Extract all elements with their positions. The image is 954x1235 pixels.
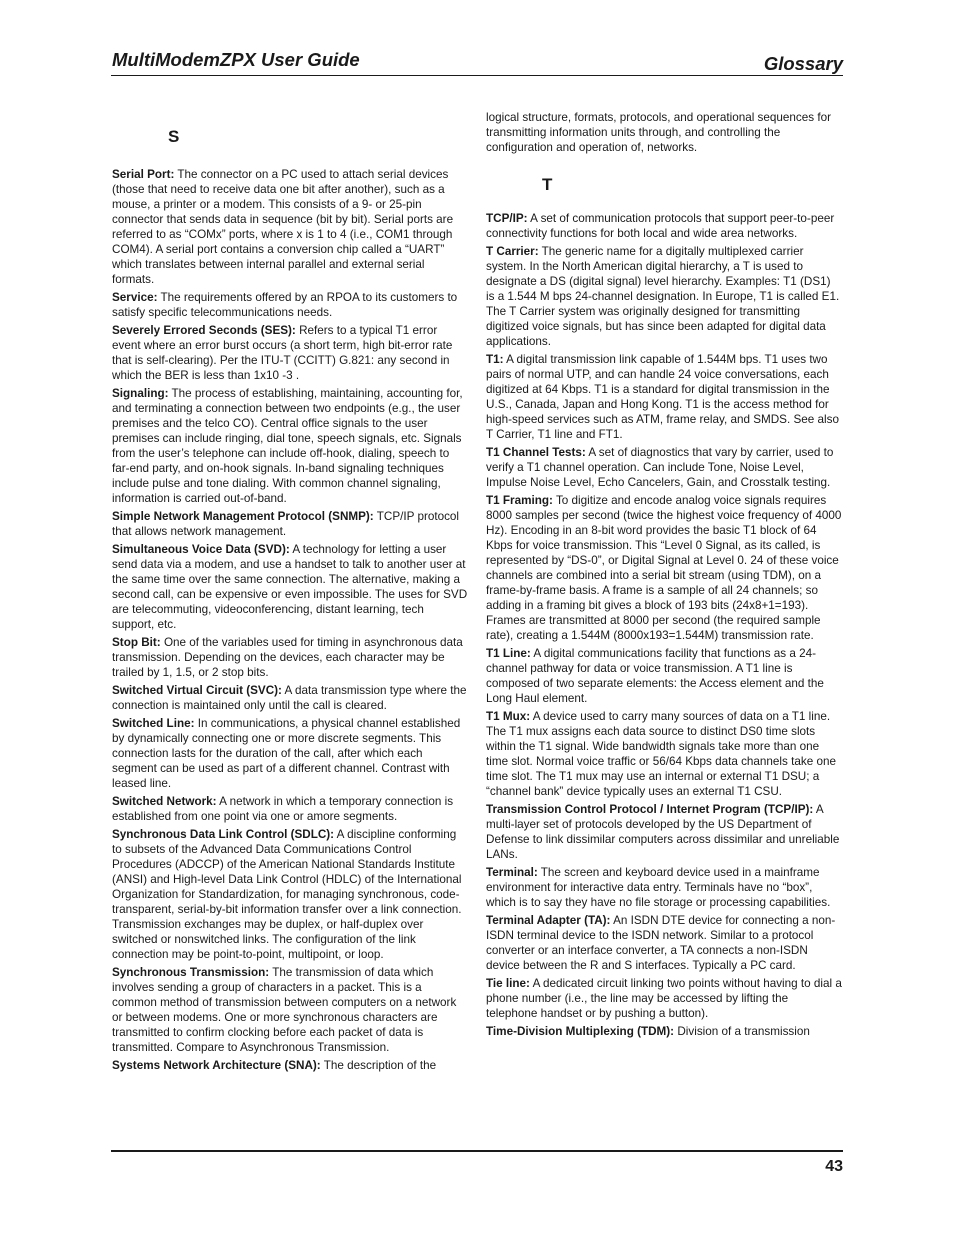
glossary-definition: TCP/IP protocol that allows network management. — [112, 510, 460, 538]
glossary-term: T1 Line: — [486, 647, 531, 660]
glossary-definition: Refers to a typical T1 error event where an error burst occurs (a short term, high bit-error rate that is self-clearing). Per the ITU-T (CCITT) G.821: any second in which the BER is less than 1x10 -3 . — [112, 324, 453, 382]
glossary-entry — [486, 976, 842, 1021]
left-column — [112, 127, 468, 1076]
glossary-entry — [112, 635, 468, 680]
glossary-entry — [112, 290, 468, 320]
section-letter-t: T — [542, 175, 553, 194]
continuation-text: logical structure, formats, protocols, and operational sequences for transmitting information units through, and controlling the configuration and operation of, networks. — [486, 111, 831, 154]
glossary-term: T1 Framing: — [486, 494, 553, 507]
glossary-entry — [486, 913, 842, 973]
glossary-term: T1 Channel Tests: — [486, 446, 586, 459]
glossary-term: T Carrier: — [486, 245, 539, 258]
glossary-definition: An ISDN DTE device for connecting a non-ISDN terminal device to the ISDN network. Similar to a protocol converter or an interface converter, a TA connects a non-ISDN device between the R and S interfaces. Typically a PC card. — [486, 914, 836, 972]
glossary-term: Terminal: — [486, 866, 538, 879]
glossary-term: Switched Virtual Circuit (SVC): — [112, 684, 282, 697]
glossary-entry — [112, 542, 468, 632]
page-header-title: MultiModemZPX User Guide — [112, 49, 360, 70]
glossary-entry — [486, 352, 842, 442]
glossary-term: Simultaneous Voice Data (SVD): — [112, 543, 290, 556]
glossary-term: Switched Network: — [112, 795, 217, 808]
glossary-term: Stop Bit: — [112, 636, 161, 649]
glossary-entry — [112, 386, 468, 506]
glossary-term: Simple Network Management Protocol (SNMP): — [112, 510, 374, 523]
footer-rule — [111, 1150, 843, 1152]
glossary-entry — [486, 493, 842, 643]
glossary-entry — [112, 323, 468, 383]
glossary-term: Synchronous Data Link Control (SDLC): — [112, 828, 335, 841]
glossary-definition: A technology for letting a user send data via a modem, and use a handset to talk to another user at the same time over the same connection. The alternative, making a second call, can be expensive or even impossible. The uses for SVD are telecommuting, videoconferencing, distant learning, tech support, etc. — [112, 543, 468, 631]
glossary-term: TCP/IP: — [486, 212, 528, 225]
glossary-term: Tie line: — [486, 977, 530, 990]
glossary-definition: One of the variables used for timing in asynchronous data transmission. Depending on the devices, each character may be trailed by 1, 1.5, or 2 stop bits. — [112, 636, 463, 679]
glossary-term: Serial Port: — [112, 168, 175, 181]
glossary-term: T1 Mux: — [486, 710, 531, 723]
glossary-entry — [486, 802, 842, 862]
glossary-term: Time-Division Multiplexing (TDM): — [486, 1025, 675, 1038]
page-number: 43 — [825, 1158, 843, 1175]
glossary-term: Terminal Adapter (TA): — [486, 914, 611, 927]
glossary-definition: A set of diagnostics that vary by carrier, used to verify a T1 channel operation. Can include Tone, Noise Level, Impulse Noise Level, Echo Cancelers, Gain, and Crosstalk testing. — [486, 446, 834, 489]
glossary-definition: A digital transmission link capable of 1.544M bps. T1 uses two pairs of normal UTP, and can handle 24 voice conversations, each digitized at 64 Kbps. T1 is a standard for digital transmission in the U.S., Canada, Japan and Hong Kong. T1 is the access method for high-speed services such as ATM, frame relay, and SMDS. See also T Carrier, T1 line and FT1. — [486, 353, 839, 441]
right-column — [486, 110, 842, 1042]
glossary-definition: The generic name for a digitally multiplexed carrier system. In the North American digital hierarchy, a T is used to designate a DS (digital signal) level hierarchy. Examples: T1 (DS1) is a 1.544 M bps 24-channel designation. In Europe, T1 is called E1. The T Carrier system was originally designed for transmitting digitized voice signals, but has since been adapted for digital data applications. — [486, 245, 840, 348]
glossary-entry — [112, 167, 468, 287]
glossary-definition: A discipline conforming to subsets of the Advanced Data Communications Control Procedures (ADCCP) of the American National Standards Institute (ANSI) and High-level Data Link Control (HDLC) of the International Organization for Standardization, for managing synchronous, code-transparent, serial-by-bit information transfer over a link connection. Transmission exchanges may be duplex, or half-duplex over switched or nonswitched links. The configuration of the link connection may be point-to-point, multipoint, or loop. — [112, 828, 462, 961]
glossary-term: T1: — [486, 353, 504, 366]
glossary-definition: A dedicated circuit linking two points without having to dial a phone number (i.e., the line may be accessed by lifting the telephone handset or by pushing a button). — [486, 977, 842, 1020]
glossary-entry — [486, 1024, 842, 1039]
glossary-entry — [486, 865, 842, 910]
header-rule — [111, 75, 843, 76]
glossary-definition: To digitize and encode analog voice signals requires 8000 samples per second (twice the highest voice frequency of 4000 Hz). Encoding in an 8-bit word provides the basic T1 block of 64 Kbps for voice transmission. This “Level 0 Signal, as its called, is represented by “DS-0”, or Digital Signal at Level 0. 24 of these voice channels are combined into a serial bit stream (using TDM), on a frame-by-frame basis. A frame is a sample of all 24 channels; so adding in a framing bit gives a block of 193 bits (24x8+1=193). Frames are transmitted at 8000 per second (the required sample rate), creating a 1.544M (8000x193=1.544M) transmission rate. — [486, 494, 842, 642]
glossary-entry — [486, 445, 842, 490]
glossary-entry — [112, 716, 468, 791]
glossary-definition: The description of the — [323, 1059, 437, 1072]
glossary-term: Signaling: — [112, 387, 169, 400]
glossary-definition: The transmission of data which involves sending a group of characters in a packet. This is a common method of transmission between computers on a network or between modems. One or more synchronous characters are transmitted to confirm clocking before each packet of data is transmitted. Compare to Asynchronous Transmission. — [112, 966, 457, 1054]
glossary-entry — [112, 1058, 468, 1073]
section-letter-s: S — [168, 127, 180, 146]
glossary-definition: A device used to carry many sources of data on a T1 line. The T1 mux assigns each data source to distinct DS0 time slots within the T1 signal. Wide bandwidth signals take more than one time slot. Normal voice traffic or 56/64 Kbps data channels take one time slot. The T1 mux may use an internal or external T1 DSU; a “channel bank” device typically uses an external T1 CSU. — [486, 710, 836, 798]
glossary-entry — [112, 683, 468, 713]
left-entries — [112, 167, 468, 1073]
glossary-entry — [486, 244, 842, 349]
glossary-definition: A network in which a temporary connection is established from one point via one or amore segments. — [112, 795, 454, 823]
glossary-entry — [486, 646, 842, 706]
glossary-definition: Division of a transmission — [677, 1025, 810, 1038]
glossary-definition: A set of communication protocols that support peer-to-peer connectivity functions for both local and wide area networks. — [486, 212, 835, 240]
glossary-entry — [112, 827, 468, 962]
page-header-section: Glossary — [763, 53, 843, 74]
glossary-term: Transmission Control Protocol / Internet Program (TCP/IP): — [486, 803, 814, 816]
glossary-definition: In communications, a physical channel established by dynamically connecting one or more discrete segments. This connection lasts for the duration of the call, after which each segment can be used as part of a different channel. Contrast with leased line. — [112, 717, 461, 790]
glossary-term: Switched Line: — [112, 717, 195, 730]
glossary-definition: A digital communications facility that functions as a 24-channel pathway for data or voice transmission. A T1 line is composed of two separate elements: the Access element and the Long Haul element. — [486, 647, 824, 705]
glossary-definition: A multi-layer set of protocols developed by the US Department of Defense to link dissimilar computers across dissimilar and unreliable LANs. — [486, 803, 840, 861]
glossary-definition: The requirements offered by an RPOA to its customers to satisfy specific telecommunications needs. — [112, 291, 458, 319]
glossary-term: Severely Errored Seconds (SES): — [112, 324, 296, 337]
glossary-entry — [486, 709, 842, 799]
glossary-entry — [112, 509, 468, 539]
glossary-definition: The process of establishing, maintaining, accounting for, and terminating a connection between two endpoints (e.g., the user premises and the telco CO). Central office signals to the user premises can include ringing, dial tone, speech signals, etc. Signals from the user’s telephone can include off-hook, dialing, speech to far-end party, and on-hook signals. In-band signaling techniques include pulse and tone dialing. With common channel signaling, information is carried out-of-band. — [112, 387, 463, 505]
glossary-term: Synchronous Transmission: — [112, 966, 270, 979]
right-entries — [486, 211, 842, 1039]
glossary-definition: The screen and keyboard device used in a mainframe environment for interactive data entry. Terminals have no “box”, which is to say they have no file storage or processing capabilities. — [486, 866, 831, 909]
glossary-entry — [112, 794, 468, 824]
glossary-term: Service: — [112, 291, 158, 304]
glossary-definition: A data transmission type where the connection is maintained only until the call is cleared. — [112, 684, 467, 712]
glossary-term: Systems Network Architecture (SNA): — [112, 1059, 321, 1072]
glossary-entry — [486, 211, 842, 241]
glossary-entry — [112, 965, 468, 1055]
glossary-definition: The connector on a PC used to attach serial devices (those that need to receive data one bit after another), such as a mouse, a printer or a modem. This consists of a 9- or 25-pin connector that sends data in sequence (bit by bit). Serial ports are referred to as “COMx” ports, where x is 1 to 4 (i.e., COM1 through COM4). A serial port contains a conversion chip called a “UART” which translates between internal parallel and external serial formats. — [112, 168, 454, 286]
